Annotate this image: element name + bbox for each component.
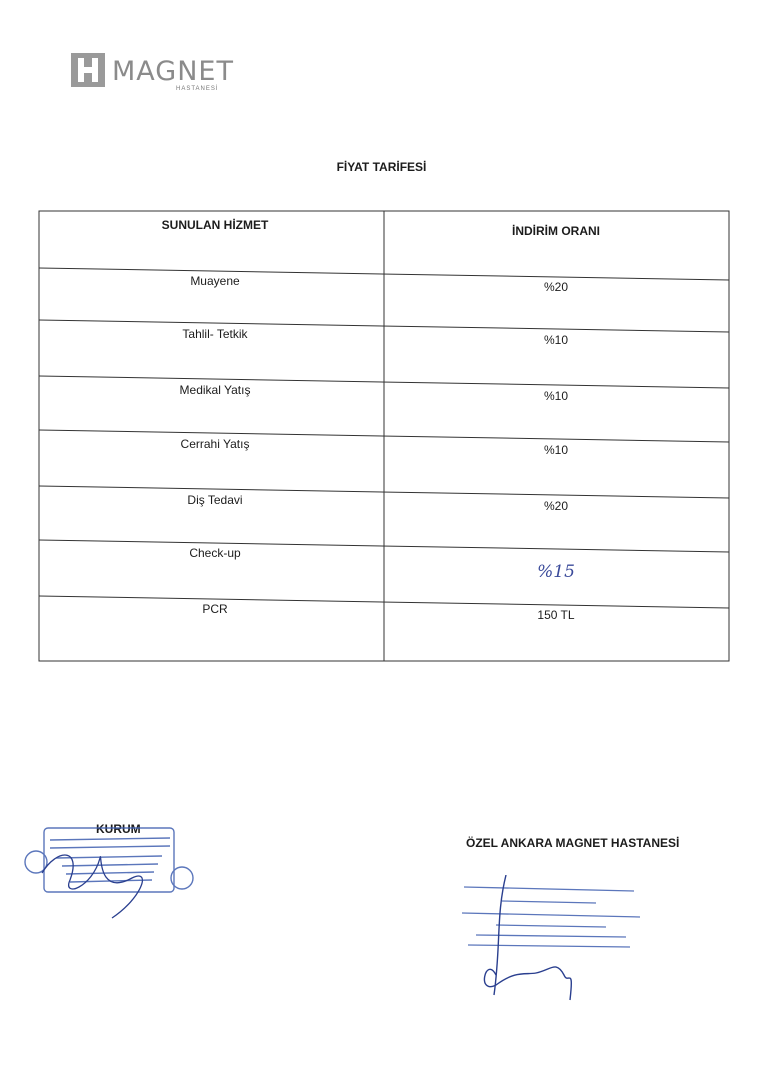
row-service: Tahlil- Tetkik	[182, 327, 248, 341]
price-table	[38, 210, 730, 662]
row-rate: %10	[543, 389, 569, 403]
row-service: Cerrahi Yatış	[180, 437, 250, 451]
document-title: FİYAT TARİFESİ	[336, 160, 427, 174]
hospital-stamp-icon	[456, 875, 656, 1010]
row-rate: %10	[543, 443, 569, 457]
logo-wordmark: MAGNET	[112, 56, 234, 87]
row-service: Muayene	[190, 274, 240, 288]
row-rate: %20	[543, 499, 569, 513]
magnet-logo-icon	[70, 52, 106, 88]
logo-subtext: HASTANESİ	[176, 86, 219, 92]
row-service: Medikal Yatış	[179, 383, 251, 397]
hospital-logo	[70, 52, 235, 96]
institution-label: KURUM	[96, 822, 141, 836]
header-discount-rate: İNDİRİM ORANI	[512, 224, 600, 238]
row-rate: %20	[543, 280, 569, 294]
hospital-label: ÖZEL ANKARA MAGNET HASTANESİ	[466, 836, 680, 850]
row-service: PCR	[202, 602, 228, 616]
row-rate: 150 TL	[537, 608, 575, 622]
union-stamp-icon	[22, 818, 202, 928]
header-service: SUNULAN HİZMET	[161, 218, 269, 232]
row-service: Check-up	[189, 546, 241, 560]
row-rate-handwritten: %15	[537, 562, 575, 582]
row-rate: %10	[543, 333, 569, 347]
row-service: Diş Tedavi	[187, 493, 243, 507]
